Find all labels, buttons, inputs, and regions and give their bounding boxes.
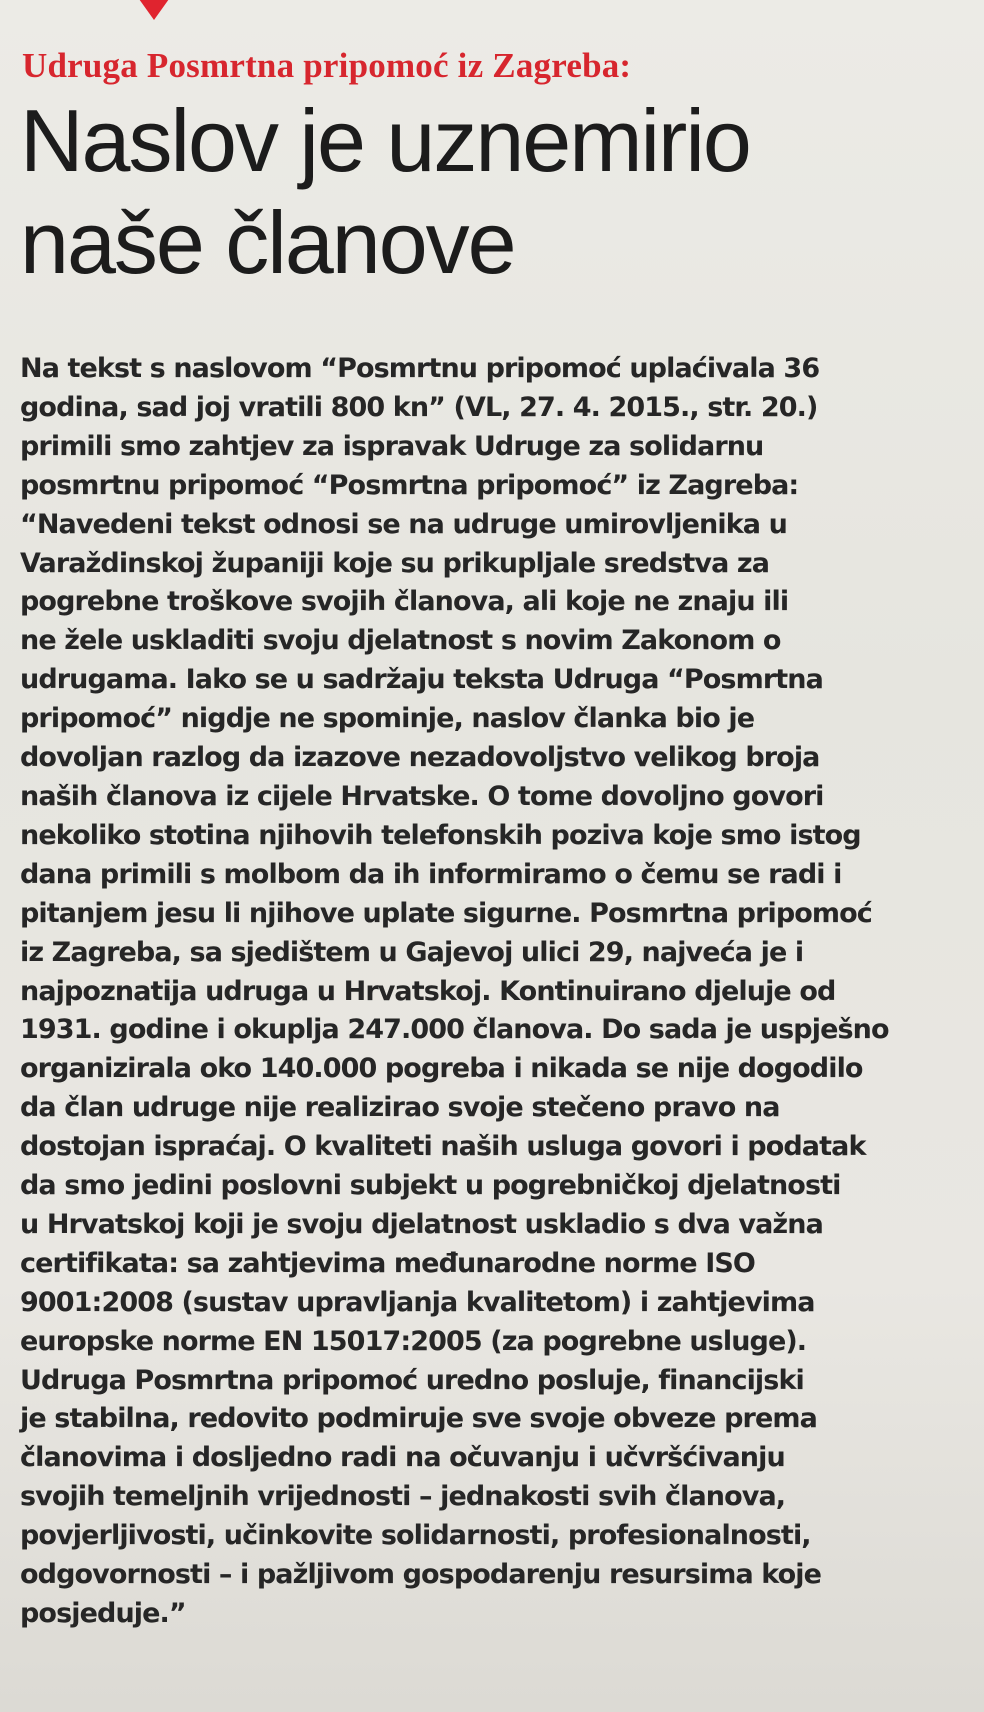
body-line: primili smo zahtjev za ispravak Udruge za solidarnu	[20, 430, 764, 462]
body-line: najpoznatija udruga u Hrvatskoj. Kontinuirano djeluje od	[20, 975, 836, 1007]
body-line: posmrtnu pripomoć “Posmrtna pripomoć” iz Zagreba:	[20, 469, 799, 501]
headline-line-1: Naslov je uznemirio	[20, 91, 750, 190]
body-line: godina, sad joj vratili 800 kn” (VL, 27. 4. 2015., str. 20.)	[20, 391, 818, 423]
article-body	[20, 350, 970, 1634]
body-line: europske norme EN 15017:2005 (za pogrebne usluge).	[20, 1325, 807, 1357]
body-line: pripomoć” nigdje ne spominje, naslov članka bio je	[20, 703, 755, 735]
body-line: ne žele uskladiti svoju djelatnost s novim Zakonom o	[20, 625, 781, 657]
body-line: 9001:2008 (sustav upravljanja kvalitetom) i zahtjevima	[20, 1286, 815, 1318]
body-line: iz Zagreba, sa sjedištem u Gajevoj ulici 29, najveća je i	[20, 936, 804, 968]
body-line: je stabilna, redovito podmiruje sve svoje obveze prema	[20, 1403, 817, 1435]
body-line: 1931. godine i okuplja 247.000 članova. Do sada je uspješno	[20, 1014, 889, 1046]
article-headline	[20, 90, 970, 294]
body-line: da smo jedini poslovni subjekt u pogrebničkoj djelatnosti	[20, 1170, 841, 1202]
body-line: članovima i dosljedno radi na očuvanju i učvršćivanju	[20, 1442, 785, 1474]
body-line: odgovornosti – i pažljivom gospodarenju resursima koje	[20, 1559, 822, 1591]
body-line: svojih temeljnih vrijednosti – jednakosti svih članova,	[20, 1481, 786, 1513]
body-line: pogrebne troškove svojih članova, ali koje ne znaju ili	[20, 586, 789, 618]
body-line: pitanjem jesu li njihove uplate sigurne. Posmrtna pripomoć	[20, 897, 872, 929]
body-line: Varaždinskoj županiji koje su prikupljale sredstva za	[20, 547, 770, 579]
body-line: da član udruge nije realizirao svoje stečeno pravo na	[20, 1092, 780, 1124]
body-line: naših članova iz cijele Hrvatske. O tome dovoljno govori	[20, 780, 824, 812]
body-line: dovoljan razlog da izazove nezadovoljstvo velikog broja	[20, 742, 820, 774]
body-line: nekoliko stotina njihovih telefonskih poziva koje smo istog	[20, 819, 861, 851]
article-kicker: Udruga Posmrtna pripomoć iz Zagreba:	[22, 46, 632, 85]
body-line: dostojan ispraćaj. O kvaliteti naših usluga govori i podatak	[20, 1131, 866, 1163]
body-line: organizirala oko 140.000 pogreba i nikada se nije dogodilo	[20, 1053, 863, 1085]
body-line: certifikata: sa zahtjevima međunarodne norme ISO	[20, 1247, 755, 1279]
body-line: Udruga Posmrtna pripomoć uredno posluje, financijski	[20, 1364, 804, 1396]
body-line: “Navedeni tekst odnosi se na udruge umirovljenika u	[20, 508, 787, 540]
body-line: dana primili s molbom da ih informiramo o čemu se radi i	[20, 858, 842, 890]
body-line: posjeduje.”	[20, 1598, 186, 1629]
red-triangle-marker	[124, 0, 184, 20]
body-line: povjerljivosti, učinkovite solidarnosti, profesionalnosti,	[20, 1520, 811, 1552]
body-line: Na tekst s naslovom “Posmrtnu pripomoć uplaćivala 36	[20, 353, 820, 384]
body-line: udrugama. Iako se u sadržaju teksta Udruga “Posmrtna	[20, 664, 823, 696]
body-line: u Hrvatskoj koji je svoju djelatnost uskladio s dva važna	[20, 1208, 823, 1240]
headline-line-2: naše članove	[20, 193, 515, 292]
